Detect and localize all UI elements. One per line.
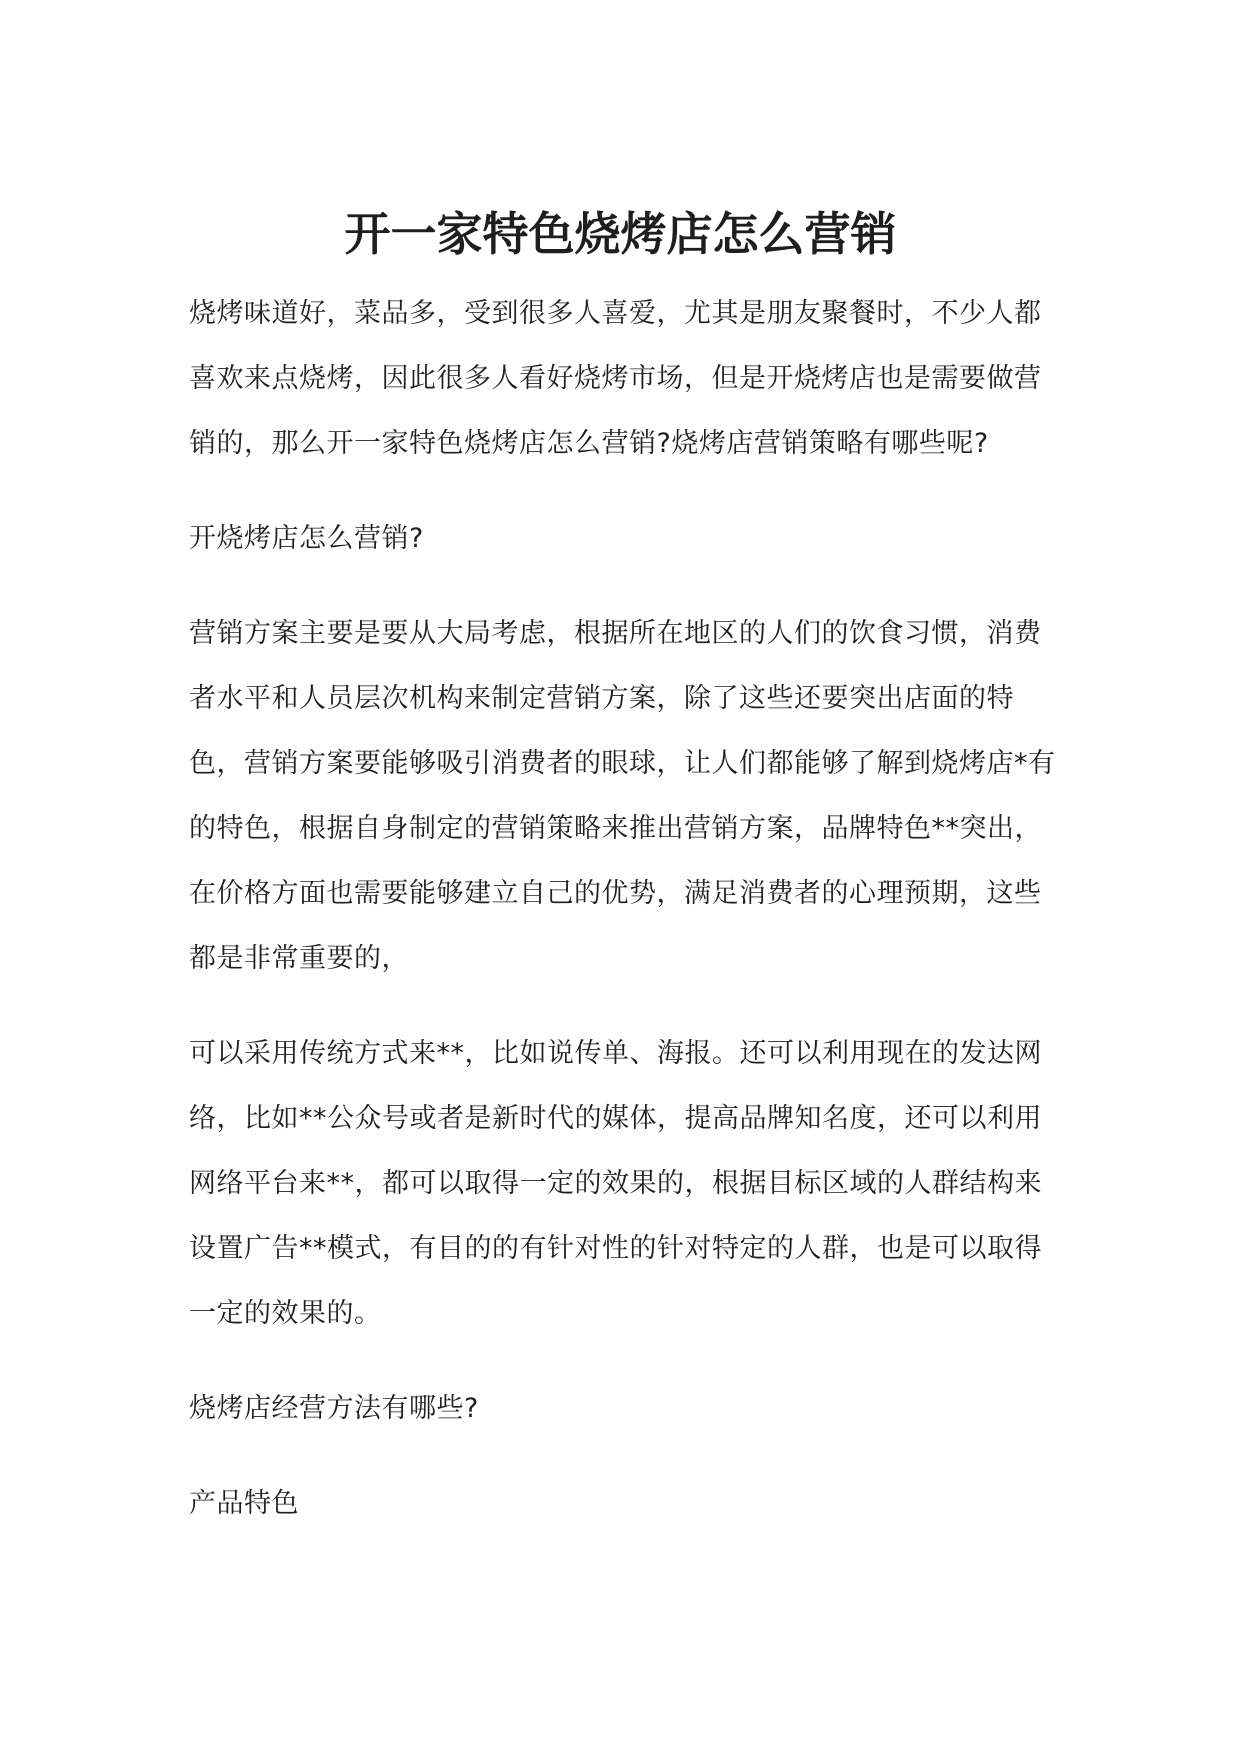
section-heading-operations: 烧烤店经营方法有哪些?	[189, 1393, 479, 1424]
document-title: 开一家特色烧烤店怎么营销	[344, 206, 897, 261]
marketing-plan-paragraph: 营销方案主要是要从大局考虑，根据所在地区的人们的饮食习惯，消费者水平和人员层次机构来制定营销方案，除了这些还要突出店面的特色，营销方案要能够吸引消费者的眼球，让人们都能够了解到烧烤店*有的特色，根据自身制定的营销策略来推出营销方案，品牌特色**突出，在价格方面也需要能够建立自己的优势，满足消费者的心理预期，这些都是非常重要的，	[189, 618, 1056, 974]
document-body	[189, 281, 1059, 1566]
section-heading-marketing: 开烧烤店怎么营销?	[189, 523, 424, 554]
subheading-product-features: 产品特色	[189, 1488, 299, 1519]
intro-paragraph: 烧烤味道好，菜品多，受到很多人喜爱，尤其是朋友聚餐时，不少人都喜欢来点烧烤，因此很多人看好烧烤市场，但是开烧烤店也是需要做营销的，那么开一家特色烧烤店怎么营销?烧烤店营销策略有哪些呢?	[189, 298, 1042, 459]
promotion-methods-paragraph: 可以采用传统方式来**，比如说传单、海报。还可以利用现在的发达网络，比如**公众号或者是新时代的媒体，提高品牌知名度，还可以利用网络平台来**，都可以取得一定的效果的，根据目标区域的人群结构来设置广告**模式，有目的的有针对性的针对特定的人群，也是可以取得一定的效果的。	[189, 1038, 1042, 1329]
